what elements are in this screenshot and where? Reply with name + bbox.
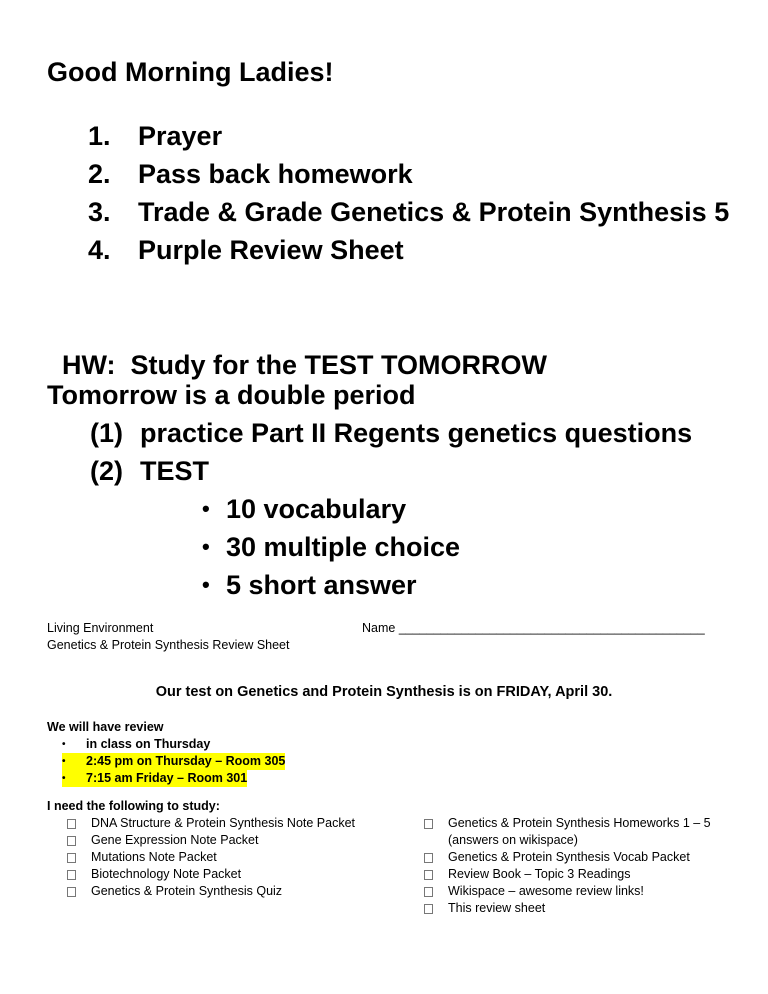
review-item-text: 7:15 am Friday – Room 301 xyxy=(86,771,248,785)
agenda-list xyxy=(88,117,729,269)
greeting-heading: Good Morning Ladies! xyxy=(47,57,334,87)
study-item xyxy=(424,815,711,832)
study-item xyxy=(67,866,355,883)
agenda-number: 3. xyxy=(88,197,111,227)
test-item-text: 10 vocabulary xyxy=(226,494,407,524)
bullet-icon: • xyxy=(202,534,210,559)
study-item xyxy=(67,849,355,866)
bullet-icon: • xyxy=(202,572,210,597)
checkbox-icon xyxy=(67,815,91,832)
study-item xyxy=(424,900,711,917)
agenda-text: Purple Review Sheet xyxy=(138,235,404,265)
agenda-number: 1. xyxy=(88,121,111,151)
sheet-title: Genetics & Protein Synthesis Review Sheet xyxy=(47,638,290,652)
study-item-text: Wikispace – awesome review links! xyxy=(448,884,644,898)
course-name: Living Environment xyxy=(47,621,154,635)
tomorrow-section xyxy=(47,376,692,604)
study-item-text: Genetics & Protein Synthesis Vocab Packet xyxy=(448,850,690,864)
homework-text: HW: Study for the TEST TOMORROW xyxy=(62,350,547,380)
agenda-item xyxy=(88,117,729,155)
period-text: practice Part II Regents genetics questions xyxy=(140,418,693,448)
review-title: We will have review xyxy=(47,720,164,734)
checkbox-icon xyxy=(67,866,91,883)
test-item xyxy=(47,566,692,604)
bullet-icon: • xyxy=(62,770,86,787)
study-item-continuation xyxy=(424,832,711,849)
review-section xyxy=(47,719,285,787)
agenda-item xyxy=(88,231,729,269)
checkbox-icon xyxy=(67,832,91,849)
review-item-text: in class on Thursday xyxy=(86,737,211,751)
agenda-text: Pass back homework xyxy=(138,159,413,189)
study-item-text: Gene Expression Note Packet xyxy=(91,833,259,847)
checkbox-icon xyxy=(424,883,448,900)
period-text: TEST xyxy=(140,456,210,486)
study-item-text: Genetics & Protein Synthesis Homeworks 1 – 5 xyxy=(448,816,711,830)
tomorrow-title: Tomorrow is a double period xyxy=(47,380,416,410)
test-item-text: 30 multiple choice xyxy=(226,532,461,562)
study-item-text: This review sheet xyxy=(448,901,546,915)
checkbox-icon xyxy=(424,849,448,866)
period-item xyxy=(47,414,692,452)
agenda-number: 2. xyxy=(88,159,111,189)
study-item xyxy=(67,815,355,832)
study-item xyxy=(67,883,355,900)
study-item-text: Review Book – Topic 3 Readings xyxy=(448,867,631,881)
agenda-number: 4. xyxy=(88,235,111,265)
study-title: I need the following to study: xyxy=(47,799,220,813)
test-item xyxy=(47,490,692,528)
name-field: Name ____________________________________________ xyxy=(362,621,705,635)
period-number: (2) xyxy=(90,456,123,486)
study-item-text: Mutations Note Packet xyxy=(91,850,217,864)
agenda-text: Prayer xyxy=(138,121,223,151)
review-item-text: 2:45 pm on Thursday – Room 305 xyxy=(86,754,286,768)
agenda-text: Trade & Grade Genetics & Protein Synthesis 5 xyxy=(138,197,730,227)
study-list-right xyxy=(424,815,711,917)
checkbox-icon xyxy=(67,883,91,900)
review-item xyxy=(47,753,285,770)
study-item xyxy=(67,832,355,849)
period-number: (1) xyxy=(90,418,123,448)
bullet-icon: • xyxy=(62,739,66,750)
checkbox-icon xyxy=(67,849,91,866)
period-item xyxy=(47,452,692,490)
bullet-icon: • xyxy=(62,753,86,770)
agenda-item xyxy=(88,155,729,193)
test-item-text: 5 short answer xyxy=(226,570,417,600)
checkbox-icon xyxy=(424,866,448,883)
test-item xyxy=(47,528,692,566)
sheet-header xyxy=(47,620,289,654)
study-item xyxy=(424,866,711,883)
agenda-item xyxy=(88,193,729,231)
study-item-text: (answers on wikispace) xyxy=(448,833,578,847)
study-item xyxy=(424,883,711,900)
study-list-left xyxy=(67,815,355,900)
review-item xyxy=(47,770,285,787)
bullet-icon: • xyxy=(202,496,210,521)
homework-line xyxy=(47,308,547,384)
review-item xyxy=(47,736,285,753)
checkbox-icon xyxy=(424,815,448,832)
checkbox-icon xyxy=(424,900,448,917)
study-item-text: DNA Structure & Protein Synthesis Note Packet xyxy=(91,816,356,830)
study-item-text: Biotechnology Note Packet xyxy=(91,867,242,881)
test-date-notice: Our test on Genetics and Protein Synthesis is on FRIDAY, April 30. xyxy=(155,684,613,700)
study-item-text: Genetics & Protein Synthesis Quiz xyxy=(91,884,283,898)
study-item xyxy=(424,849,711,866)
